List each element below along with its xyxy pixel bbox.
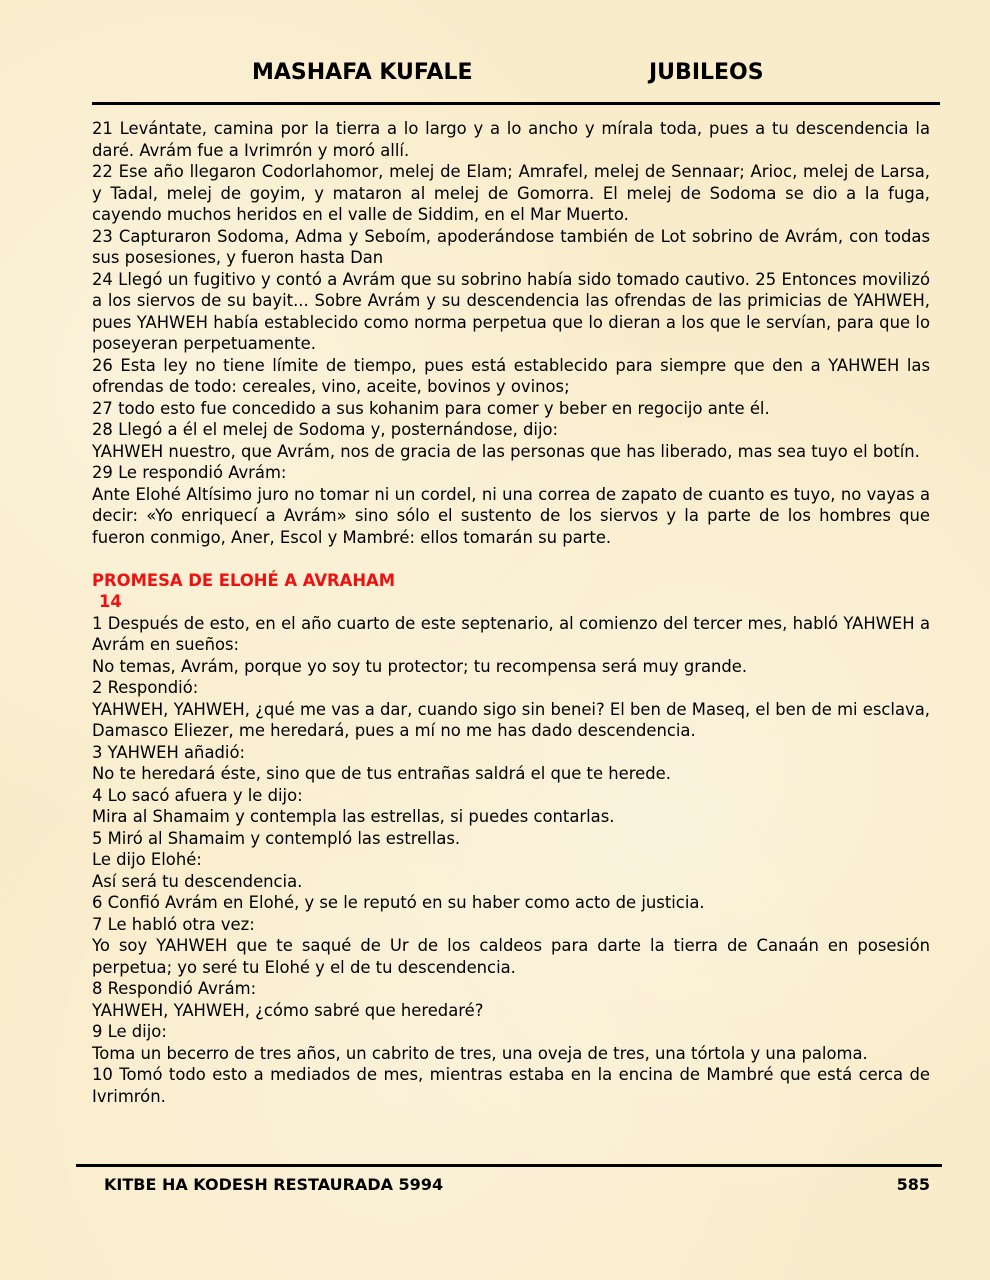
page-header: [92, 56, 940, 105]
page-footer: [76, 1164, 942, 1207]
verse-paragraph: YAHWEH, YAHWEH, ¿qué me vas a dar, cuando sigo sin benei? El ben de Maseq, el ben de mi esclava, Damasco Eliezer, me heredará, pues a mí no me has dado descendencia.: [92, 699, 930, 740]
verse-paragraph: 2 Respondió:: [92, 678, 199, 697]
verse-paragraph: 29 Le respondió Avrám:: [92, 463, 287, 482]
verse-paragraph: 28 Llegó a él el melej de Sodoma y, posternándose, dijo:: [92, 420, 559, 439]
verse-paragraph: 23 Capturaron Sodoma, Adma y Seboím, apoderándose también de Lot sobrino de Avrám, con todas sus posesiones, y fueron hasta Dan: [92, 226, 930, 267]
verse-paragraph: 21 Levántate, camina por la tierra a lo largo y a lo ancho y mírala toda, pues a tu descendencia la daré. Avrám fue a Ivrimrón y moró allí.: [92, 119, 930, 160]
verse-paragraph: 5 Miró al Shamaim y contempló las estrellas.: [92, 828, 461, 848]
header-book-name: JUBILEOS: [649, 60, 764, 85]
verse-paragraph: YAHWEH nuestro, que Avrám, nos de gracia de las personas que has liberado, mas sea tuyo el botín.: [92, 441, 920, 461]
header-book-title: MASHAFA KUFALE: [252, 60, 473, 85]
footer-book-title: KITBE HA KODESH RESTAURADA 5994: [104, 1175, 444, 1194]
paragraphs-after: [92, 613, 930, 1108]
verse-paragraph: 9 Le dijo:: [92, 1022, 167, 1041]
verse-paragraph: Ante Elohé Altísimo juro no tomar ni un cordel, ni una correa de zapato de cuanto es tuyo, no vayas a decir: «Yo enriquecí a Avrám» sino sólo el sustento de los siervos y la parte de los hombres que fueron conmigo, Aner, Escol y Mambré: ellos tomarán su parte.: [92, 484, 930, 547]
verse-paragraph: 6 Confió Avrám en Elohé, y se le reputó en su haber como acto de justicia.: [92, 893, 705, 912]
section-title: PROMESA DE ELOHÉ A AVRAHAM: [92, 570, 396, 590]
verse-paragraph: No temas, Avrám, porque yo soy tu protector; tu recompensa será muy grande.: [92, 656, 748, 676]
verse-paragraph: Mira al Shamaim y contempla las estrellas, si puedes contarlas.: [92, 807, 615, 826]
verse-paragraph: 7 Le habló otra vez:: [92, 914, 255, 934]
verse-paragraph: 26 Esta ley no tiene límite de tiempo, pues está establecido para siempre que den a YAHWEH las ofrendas de todo: cereales, vino, aceite, bovinos y ovinos;: [92, 355, 930, 396]
verse-paragraph: 10 Tomó todo esto a mediados de mes, mientras estaba en la encina de Mambré que está cerca de Ivrimrón.: [92, 1065, 930, 1106]
verse-paragraph: No te heredará éste, sino que de tus entrañas saldrá el que te herede.: [92, 764, 671, 783]
verse-paragraph: Yo soy YAHWEH que te saqué de Ur de los caldeos para darte la tierra de Canaán en posesión perpetua; yo seré tu Elohé y el de tu descendencia.: [92, 936, 930, 977]
page-number: 585: [896, 1175, 930, 1194]
verse-paragraph: 24 Llegó un fugitivo y contó a Avrám que su sobrino había sido tomado cautivo. 25 Entonces movilizó a los siervos de su bayit... Sobre Avrám y su descendencia las ofrendas de las primicias de YAHWEH, pues YAHWEH había establecido como norma perpetua que lo dieran a los que le servían, para que lo poseyeran perpetuamente.: [92, 269, 930, 353]
verse-paragraph: Toma un becerro de tres años, un cabrito de tres, una oveja de tres, una tórtola y una paloma.: [92, 1043, 868, 1063]
verse-paragraph: 22 Ese año llegaron Codorlahomor, melej de Elam; Amrafel, melej de Sennaar; Arioc, melej de Larsa, y Tadal, melej de goyim, y mataron al melej de Gomorra. El melej de Sodoma se dio a la fuga, cayendo muchos heridos en el valle de Siddim, en el Mar Muerto.: [92, 162, 930, 224]
page-body: [92, 118, 930, 1107]
verse-paragraph: Le dijo Elohé:: [92, 850, 202, 869]
verse-paragraph: 3 YAHWEH añadió:: [92, 742, 245, 762]
verse-paragraph: 8 Respondió Avrám:: [92, 979, 257, 998]
verse-paragraph: Así será tu descendencia.: [92, 871, 303, 891]
verse-paragraph: 4 Lo sacó afuera y le dijo:: [92, 785, 303, 805]
verse-paragraph: YAHWEH, YAHWEH, ¿cómo sabré que heredaré?: [92, 1000, 484, 1020]
verse-paragraph: 27 todo esto fue concedido a sus kohanim para comer y beber en regocijo ante él.: [92, 398, 770, 418]
chapter-number: 14: [99, 592, 122, 611]
verse-paragraph: 1 Después de esto, en el año cuarto de este septenario, al comienzo del tercer mes, habló YAHWEH a Avrám en sueños:: [92, 613, 930, 654]
paragraphs-before: [92, 118, 930, 548]
